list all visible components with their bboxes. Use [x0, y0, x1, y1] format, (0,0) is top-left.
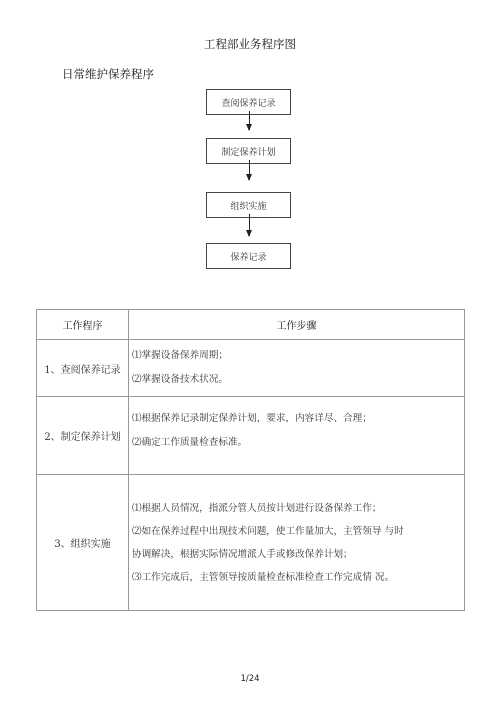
row-step-label: 1、查阅保养记录	[37, 340, 129, 397]
procedure-table	[36, 309, 465, 611]
table-row	[37, 397, 465, 475]
table-header-row	[37, 310, 465, 340]
page-title: 工程部业务程序图	[204, 37, 296, 51]
detail-line: ⑵如在保养过程中出现技术问题，使工作量加大，主管领导 与时	[132, 525, 404, 537]
row-details	[129, 397, 465, 475]
header-steps: 工作步骤	[129, 310, 465, 340]
table-row	[37, 475, 465, 611]
detail-line: ⑵掌握设备技术状况。	[132, 374, 228, 385]
header-procedure: 工作程序	[37, 310, 129, 340]
detail-line: ⑴根据人员情况，指派分管人员按计划进行设备保养工作；	[132, 502, 382, 514]
detail-line: ⑵确定工作质量检查标准。	[132, 437, 248, 448]
row-step-label: 3、组织实施	[37, 475, 129, 611]
detail-line: 协调解决，根据实际情况增派人手或修改保养计划；	[132, 548, 353, 560]
flow-box-maintenance-record: 保养记录	[206, 243, 291, 269]
row-step-label: 2、制定保养计划	[37, 397, 129, 475]
detail-line: ⑴掌握设备保养周期；	[132, 350, 228, 361]
flow-box-implement: 组织实施	[206, 192, 291, 218]
page-number: 1/24	[240, 674, 260, 684]
row-details	[129, 340, 465, 397]
flow-arrow-3	[249, 214, 250, 236]
row-details	[129, 475, 465, 611]
detail-line: ⑶工作完成后，主管领导按质量检查标准检查工作完成情 况。	[132, 571, 395, 583]
table-row	[37, 340, 465, 397]
flow-box-make-plan: 制定保养计划	[206, 138, 291, 164]
detail-line: ⑴根据保养记录制定保养计划，要求，内容详尽、合理；	[132, 413, 372, 424]
flow-arrow-2	[249, 160, 250, 180]
section-title: 日常维护保养程序	[62, 67, 154, 81]
flow-arrow-1	[249, 111, 250, 130]
flow-box-review-records: 查阅保养记录	[206, 89, 291, 115]
